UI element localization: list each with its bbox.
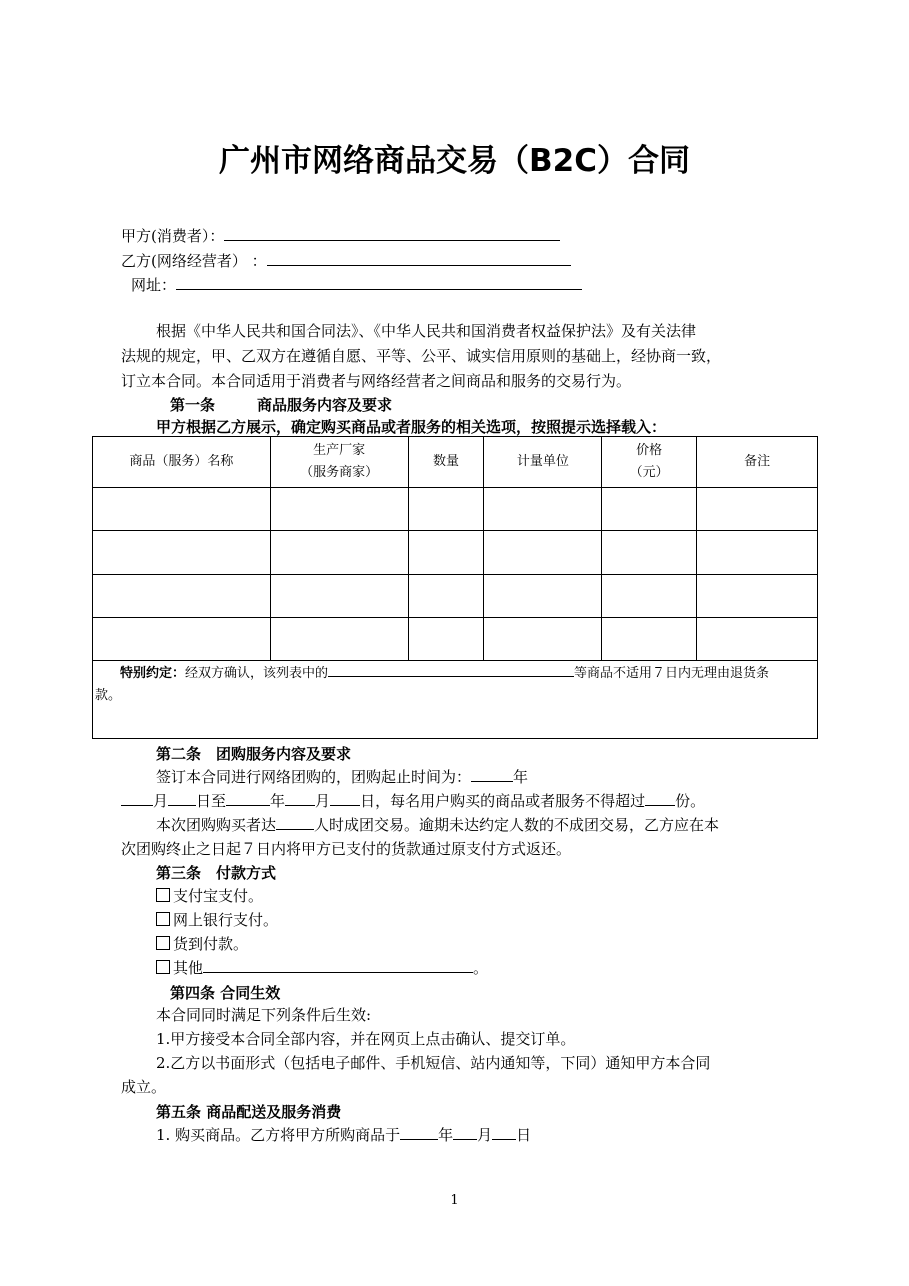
- article4-line-1: 本合同同时满足下列条件后生效:: [156, 1006, 372, 1024]
- other-payment-blank[interactable]: [203, 958, 473, 973]
- article1-title: 商品服务内容及要求: [257, 396, 393, 414]
- special-goods-blank[interactable]: [328, 664, 574, 677]
- website-label: 网址：: [131, 276, 177, 294]
- party-a-line: [121, 225, 560, 246]
- article1-heading: [170, 394, 392, 415]
- table-row: [93, 488, 818, 531]
- party-b-line: [121, 250, 571, 271]
- special-agreement-text-2: 等商品不适用７日内无理由退货条: [574, 666, 770, 681]
- party-b-label: 乙方(网络经营者） ：: [121, 252, 267, 270]
- party-a-blank[interactable]: [224, 226, 560, 241]
- header-quantity: 数量: [408, 437, 484, 488]
- table-cell[interactable]: [93, 488, 271, 531]
- header-remarks: 备注: [697, 437, 818, 488]
- article4-item-1: 1.甲方接受本合同全部内容，并在网页上点击确认、提交订单。: [156, 1030, 576, 1048]
- table-cell[interactable]: [602, 531, 697, 575]
- delivery-year-blank[interactable]: [400, 1125, 438, 1140]
- article2-line-4: 次团购终止之日起７日内将甲方已支付的货款通过原支付方式返还。: [121, 840, 572, 858]
- table-cell[interactable]: [697, 488, 818, 531]
- table-cell[interactable]: [93, 575, 271, 618]
- header-unit: 计量单位: [484, 437, 602, 488]
- header-name: 商品（服务）名称: [93, 437, 271, 488]
- end-month-blank[interactable]: [285, 791, 315, 806]
- payment-option-alipay[interactable]: 支付宝支付。: [156, 885, 263, 906]
- article4-item-2b: 成立。: [121, 1078, 167, 1096]
- article1-number: 第一条: [170, 396, 216, 414]
- checkbox-icon[interactable]: [156, 912, 170, 926]
- table-cell[interactable]: [408, 531, 484, 575]
- website-line: [131, 274, 582, 295]
- article2-line-3: 本次团购购买者达 人时成团交易。逾期未达约定人数的不成团交易，乙方应在本: [156, 816, 720, 834]
- table-cell[interactable]: [408, 488, 484, 531]
- table-cell[interactable]: [484, 531, 602, 575]
- table-cell[interactable]: [93, 531, 271, 575]
- table-row: [93, 531, 818, 575]
- min-buyers-blank[interactable]: [276, 815, 314, 830]
- table-cell[interactable]: [484, 618, 602, 661]
- start-day-blank[interactable]: [168, 791, 196, 806]
- table-cell[interactable]: [408, 575, 484, 618]
- table-header-row: [93, 437, 818, 488]
- table-cell[interactable]: [484, 575, 602, 618]
- intro-line-3: 订立本合同。本合同适用于消费者与网络经营者之间商品和服务的交易行为。: [121, 372, 632, 390]
- table-cell[interactable]: [484, 488, 602, 531]
- table-cell[interactable]: [602, 488, 697, 531]
- table-cell[interactable]: [270, 488, 408, 531]
- payment-option-cod[interactable]: 货到付款。: [156, 933, 248, 954]
- special-agreement-cell: [93, 661, 818, 739]
- party-a-label: 甲方(消费者）：: [121, 227, 225, 245]
- contract-title: 广州市网络商品交易（B2C）合同: [219, 143, 690, 179]
- table-cell[interactable]: [93, 618, 271, 661]
- article3-heading: 第三条 付款方式: [156, 864, 277, 882]
- header-manufacturer: 生产厂家 （服务商家）: [270, 437, 408, 488]
- table-cell[interactable]: [697, 575, 818, 618]
- intro-line-2: 法规的规定，甲、乙双方在遵循自愿、平等、公平、诚实信用原则的基础上，经协商一致，: [121, 347, 722, 365]
- delivery-day-blank[interactable]: [492, 1125, 516, 1140]
- checkbox-icon[interactable]: [156, 888, 170, 902]
- special-agreement-row: [93, 661, 818, 739]
- intro-line-1: 根据《中华人民共和国合同法》、《中华人民共和国消费者权益保护法》及有关法律: [156, 322, 697, 340]
- special-agreement-text-3: 款。: [95, 688, 122, 703]
- article2-line-1: 签订本合同进行网络团购的，团购起止时间为： 年: [156, 768, 529, 786]
- page-number: 1: [450, 1193, 459, 1208]
- article2-line-2: 月 日至 年 月 日，每名用户购买的商品或者服务不得超过 份。: [121, 790, 705, 811]
- start-year-blank[interactable]: [471, 767, 513, 782]
- article4-item-2: 2.乙方以书面形式（包括电子邮件、手机短信、站内通知等，下同）通知甲方本合同: [156, 1054, 711, 1072]
- table-cell[interactable]: [602, 575, 697, 618]
- article4-heading: 第四条 合同生效: [170, 984, 281, 1002]
- article5-item-1: 1. 购买商品。乙方将甲方所购商品于 年 月 日: [156, 1126, 532, 1144]
- payment-option-online-bank[interactable]: 网上银行支付。: [156, 909, 278, 930]
- table-cell[interactable]: [408, 618, 484, 661]
- max-portion-blank[interactable]: [645, 791, 675, 806]
- table-row: [93, 618, 818, 661]
- table-cell[interactable]: [697, 531, 818, 575]
- table-row: [93, 575, 818, 618]
- table-cell[interactable]: [697, 618, 818, 661]
- table-cell[interactable]: [270, 618, 408, 661]
- table-cell[interactable]: [270, 575, 408, 618]
- party-b-blank[interactable]: [267, 251, 571, 266]
- goods-table: [92, 436, 818, 739]
- table-cell[interactable]: [270, 531, 408, 575]
- website-blank[interactable]: [176, 275, 582, 290]
- header-price: 价格 （元）: [602, 437, 697, 488]
- end-year-blank[interactable]: [226, 791, 270, 806]
- checkbox-icon[interactable]: [156, 960, 170, 974]
- table-cell[interactable]: [602, 618, 697, 661]
- end-day-blank[interactable]: [330, 791, 360, 806]
- special-agreement-label: 特别约定：: [120, 666, 186, 681]
- checkbox-icon[interactable]: [156, 936, 170, 950]
- article2-heading: 第二条 团购服务内容及要求: [156, 745, 352, 763]
- delivery-month-blank[interactable]: [453, 1125, 477, 1140]
- payment-option-other[interactable]: 其他 。: [156, 957, 488, 978]
- special-agreement-text: 经双方确认，该列表中的: [185, 666, 329, 681]
- start-month-blank[interactable]: [121, 791, 153, 806]
- article5-heading: 第五条 商品配送及服务消费: [156, 1103, 342, 1121]
- article1-instruction: 甲方根据乙方展示，确定购买商品或者服务的相关选项，按照提示选择载入：: [156, 418, 667, 436]
